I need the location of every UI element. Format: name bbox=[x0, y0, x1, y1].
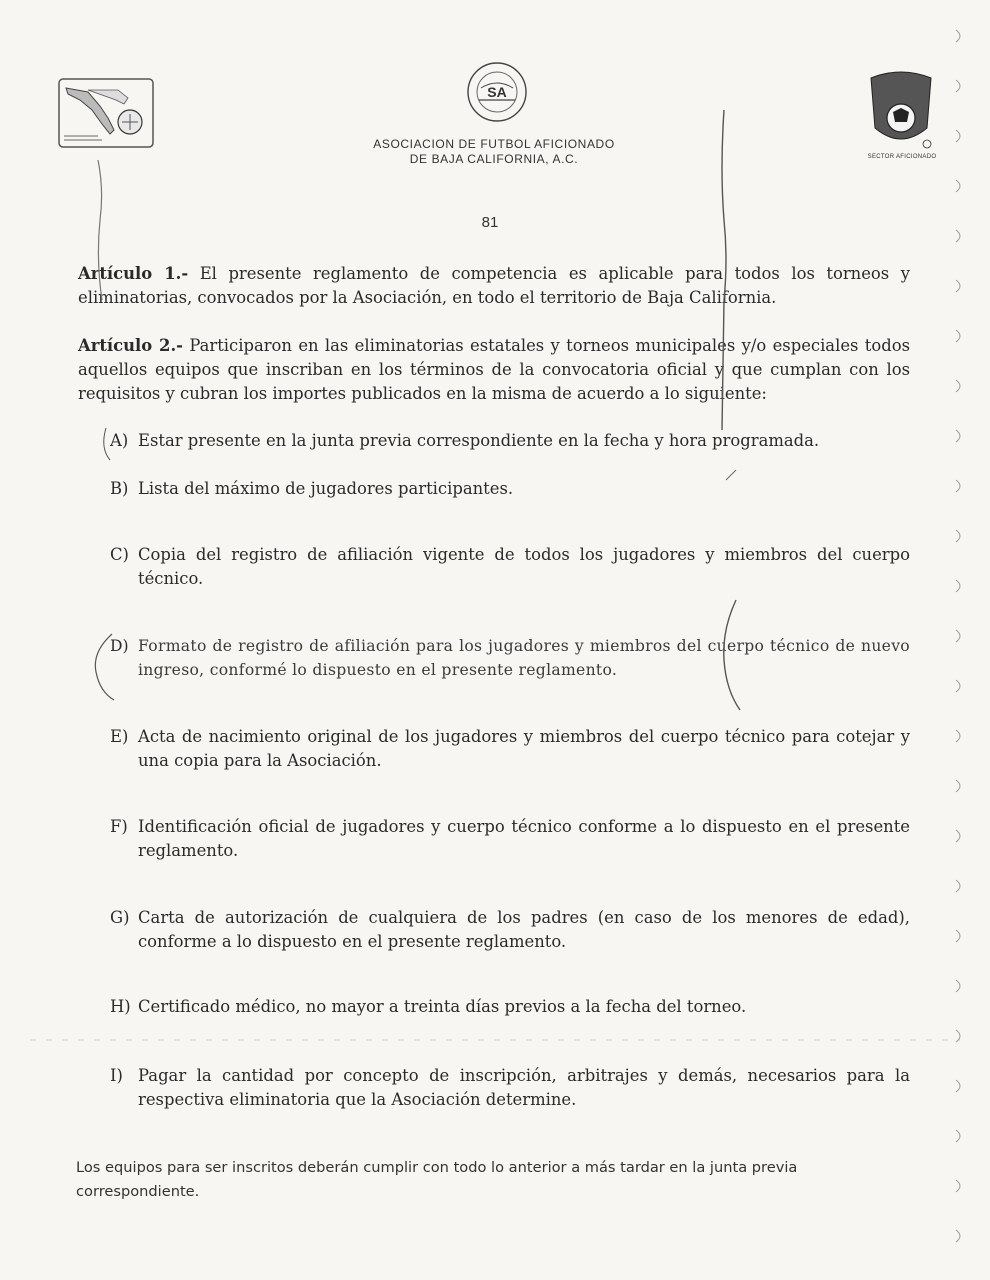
requirement-item bbox=[110, 815, 910, 863]
item-letter: H) bbox=[110, 997, 131, 1016]
association-logo bbox=[465, 60, 529, 124]
requirement-item bbox=[110, 725, 910, 773]
article-1-lead: Artículo 1.- bbox=[78, 264, 189, 283]
requirement-item bbox=[110, 906, 910, 954]
item-letter: A) bbox=[110, 431, 129, 450]
requirement-item bbox=[110, 995, 910, 1019]
item-letter: F) bbox=[110, 817, 128, 836]
closing-paragraph: Los equipos para ser inscritos deberán cumplir con todo lo anterior a más tardar en la junta previa correspondiente. bbox=[76, 1159, 798, 1200]
requirement-item bbox=[110, 429, 910, 453]
page-number: 81 bbox=[481, 214, 499, 231]
seal-label: SECTOR AFICIONADO bbox=[867, 154, 937, 160]
requirement-item bbox=[110, 543, 910, 591]
requirement-item bbox=[110, 634, 910, 682]
article-2-lead: Artículo 2.- bbox=[78, 336, 183, 355]
article-1-text: El presente reglamento de competencia es aplicable para todos los torneos y eliminatorias, convocados por la Asociación, en todo el territorio de Baja California. bbox=[78, 264, 911, 307]
item-letter: E) bbox=[110, 727, 129, 746]
organization-header bbox=[0, 137, 990, 167]
item-text: Acta de nacimiento original de los jugadores y miembros del cuerpo técnico para cotejar y una copia para la Asociación. bbox=[138, 727, 910, 770]
article-2 bbox=[78, 334, 910, 406]
item-letter: G) bbox=[110, 908, 130, 927]
item-text: Estar presente en la junta previa correspondiente en la fecha y hora programada. bbox=[138, 431, 820, 450]
item-letter: I) bbox=[110, 1066, 123, 1085]
item-text: Pagar la cantidad por concepto de inscripción, arbitrajes y demás, necesarios para la respectiva eliminatoria que la Asociación determine. bbox=[138, 1066, 910, 1109]
article-1 bbox=[78, 262, 910, 310]
item-letter: D) bbox=[110, 637, 129, 655]
center-logo-text: SA bbox=[487, 84, 507, 100]
item-text: Formato de registro de afiliación para los jugadores y miembros del cuerpo técnico de nuevo ingreso, conformé lo dispuesto en el presente reglamento. bbox=[138, 637, 910, 679]
org-name-line2: DE BAJA CALIFORNIA, A.C. bbox=[409, 152, 579, 166]
item-text: Lista del máximo de jugadores participantes. bbox=[138, 479, 514, 498]
requirement-item bbox=[110, 477, 910, 501]
item-letter: B) bbox=[110, 479, 129, 498]
requirement-item bbox=[110, 1064, 910, 1112]
article-2-text: Participaron en las eliminatorias estatales y torneos municipales y/o especiales todos aquellos equipos que inscriban en los términos de la convocatoria oficial y que cumplan con los requisitos y cubran los importes publicados en la misma de acuerdo a lo siguiente: bbox=[78, 336, 911, 403]
item-text: Copia del registro de afiliación vigente de todos los jugadores y miembros del cuerpo técnico. bbox=[138, 545, 910, 588]
item-text: Certificado médico, no mayor a treinta días previos a la fecha del torneo. bbox=[138, 997, 747, 1016]
org-name-line1: ASOCIACION DE FUTBOL AFICIONADO bbox=[373, 137, 615, 151]
item-letter: C) bbox=[110, 545, 129, 564]
item-text: Identificación oficial de jugadores y cuerpo técnico conforme a lo dispuesto en el presente reglamento. bbox=[138, 817, 910, 860]
item-text: Carta de autorización de cualquiera de los padres (en caso de los menores de edad), conforme a lo dispuesto en el presente reglamento. bbox=[138, 908, 910, 951]
